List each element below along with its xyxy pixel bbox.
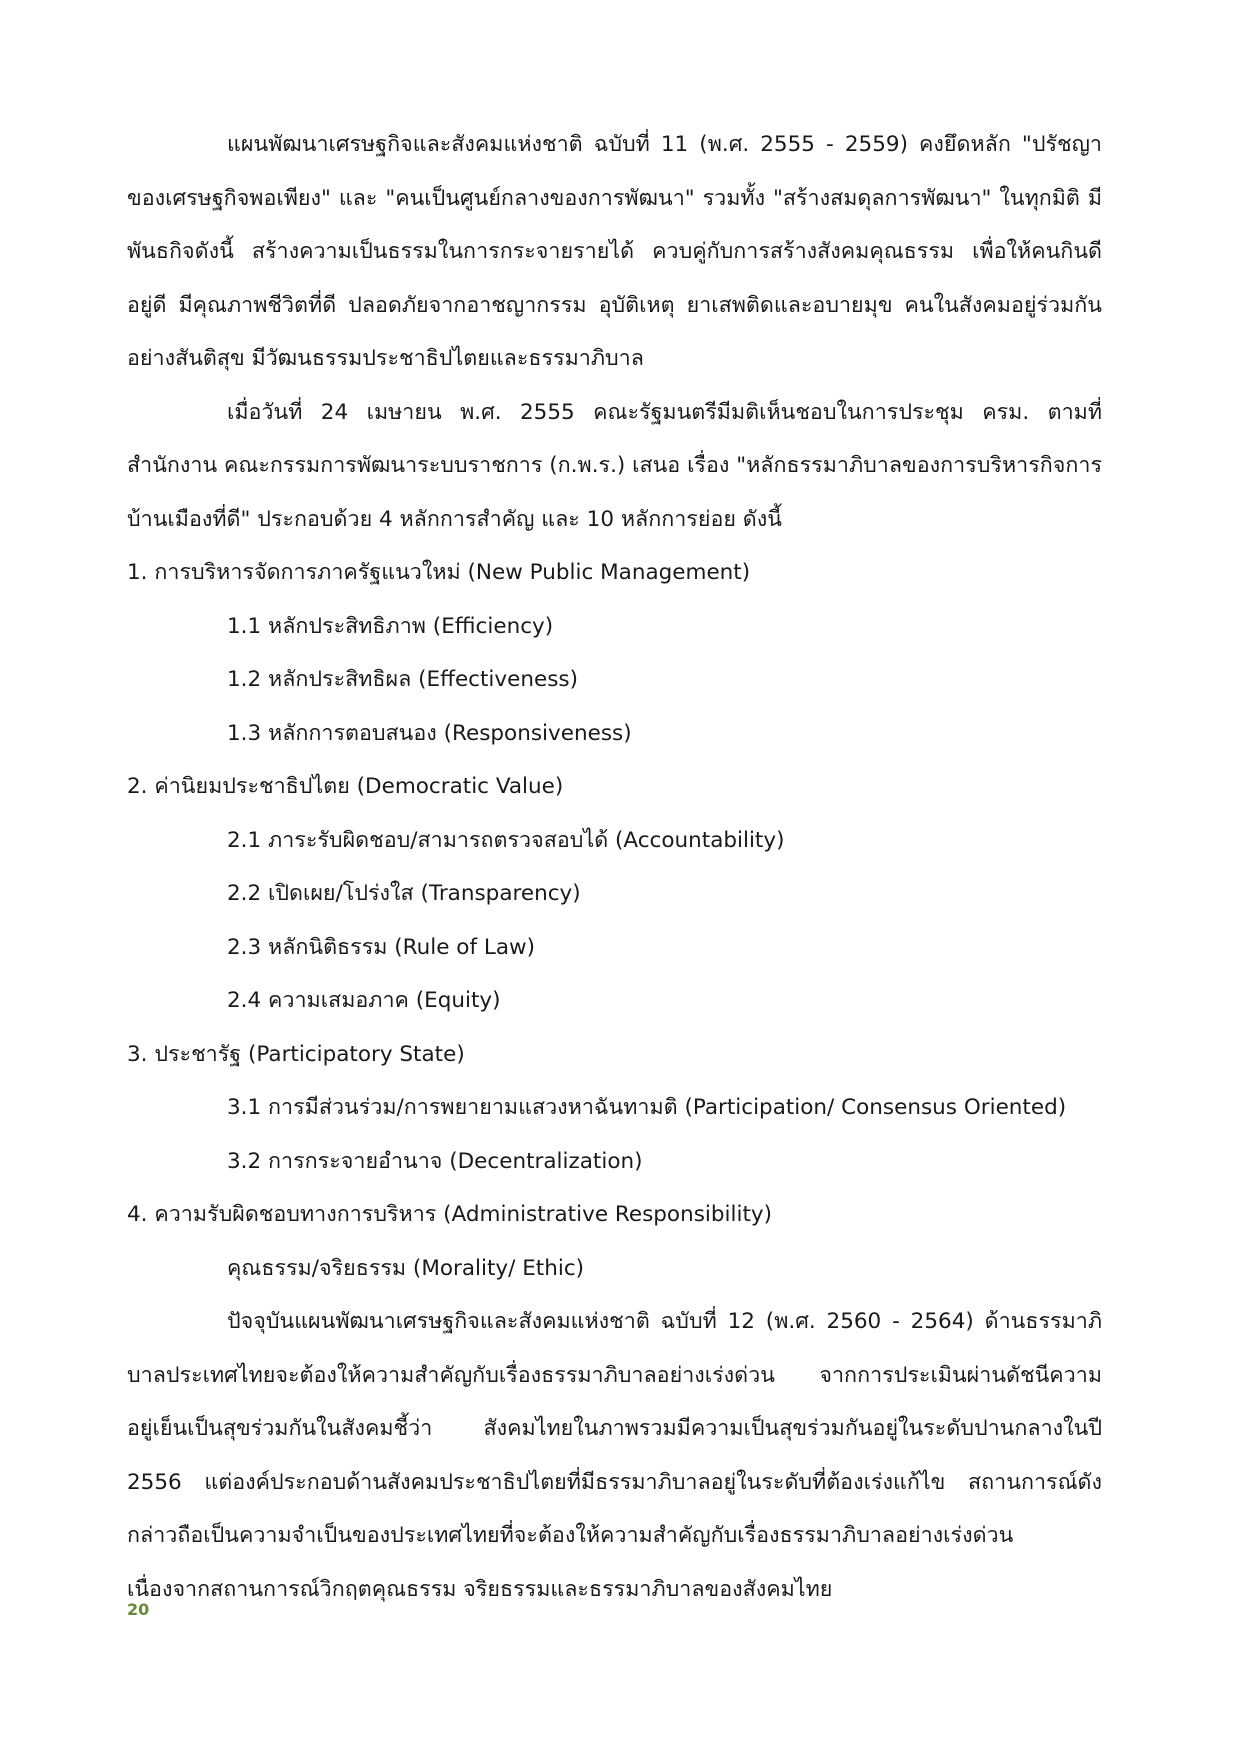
principle-heading: 4. ความรับผิดชอบทางการบริหาร (Administrative Responsibility) [127,1202,772,1227]
page-content [127,118,1102,1616]
intro-paragraph-1: แผนพัฒนาเศรษฐกิจและสังคมแห่งชาติ ฉบับที่ 11 (พ.ศ. 2555 - 2559) คงยึดหลัก "ปรัชญาของเศรษฐกิจพอเพียง" และ "คนเป็นศูนย์กลางของการพัฒนา" รวมทั้ง "สร้างสมดุลการพัฒนา" ในทุกมิติ มีพันธกิจดังนี้ สร้างความเป็นธรรมในการกระจายรายได้ ควบคู่กับการสร้างสังคมคุณธรรม เพื่อให้คนกินดีอยู่ดี มีคุณภาพชีวิตที่ดี ปลอดภัยจากอาชญากรรม อุบัติเหตุ ยาเสพติดและอบายมุข คนในสังคมอยู่ร่วมกันอย่างสันติสุข มีวัฒนธรรมประชาธิปไตยและธรรมาภิบาล [127,132,1102,371]
sub-principle: 2.4 ความเสมอภาค (Equity) [227,988,501,1013]
principle-group-4 [127,1188,1102,1295]
sub-principle: 2.1 ภาระรับผิดชอบ/สามารถตรวจสอบได้ (Accountability) [227,827,785,853]
sub-principle: 2.3 หลักนิติธรรม (Rule of Law) [227,934,535,960]
closing-paragraph: ปัจจุบันแผนพัฒนาเศรษฐกิจและสังคมแห่งชาติ ฉบับที่ 12 (พ.ศ. 2560 - 2564) ด้านธรรมาภิบาลประเทศไทยจะต้องให้ความสำคัญกับเรื่องธรรมาภิบาลอย่างเร่งด่วน จากการประเมินผ่านดัชนีความอยู่เย็นเป็นสุขร่วมกันในสังคมชี้ว่า สังคมไทยในภาพรวมมีความเป็นสุขร่วมกันอยู่ในระดับปานกลางในปี 2556 แต่องค์ประกอบด้านสังคมประชาธิปไตยที่มีธรรมาภิบาลอยู่ในระดับที่ต้องเร่งแก้ไข สถานการณ์ดังกล่าวถือเป็นความจำเป็นของประเทศไทยที่จะต้องให้ความสำคัญกับเรื่องธรรมาภิบาลอย่างเร่งด่วน เนื่องจากสถานการณ์วิกฤตคุณธรรม จริยธรรมและธรรมาภิบาลของสังคมไทย [127,1309,1102,1602]
principles-list [127,546,1102,1295]
intro-paragraph-2: เมื่อวันที่ 24 เมษายน พ.ศ. 2555 คณะรัฐมนตรีมีมติเห็นชอบในการประชุม ครม. ตามที่สำนักงาน คณะกรรมการพัฒนาระบบราชการ (ก.พ.ร.) เสนอ เรื่อง "หลักธรรมาภิบาลของการบริหารกิจการบ้านเมืองที่ดี" ประกอบด้วย 4 หลักการสำคัญ และ 10 หลักการย่อย ดังนี้ [127,399,1102,532]
principle-heading: 2. ค่านิยมประชาธิปไตย (Democratic Value) [127,774,564,799]
sub-principle: 1.2 หลักประสิทธิผล (Effectiveness) [227,667,578,692]
principle-group-2 [127,760,1102,1028]
sub-principle: 1.3 หลักการตอบสนอง (Responsiveness) [227,720,632,746]
sub-principle: 1.1 หลักประสิทธิภาพ (Efficiency) [227,613,554,639]
page-number: 20 [127,1600,150,1619]
sub-principle: 3.2 การกระจายอำนาจ (Decentralization) [227,1148,643,1174]
sub-principle: 3.1 การมีส่วนร่วม/การพยายามแสวงหาฉันทามติ (Participation/ Consensus Oriented) [227,1095,1067,1120]
principle-group-3 [127,1028,1102,1189]
principle-group-1 [127,546,1102,760]
principle-heading: 1. การบริหารจัดการภาครัฐแนวใหม่ (New Public Management) [127,560,751,585]
principle-heading: 3. ประชารัฐ (Participatory State) [127,1041,465,1067]
sub-principle: 2.2 เปิดเผย/โปร่งใส (Transparency) [227,881,581,906]
sub-principle: คุณธรรม/จริยธรรม (Morality/ Ethic) [227,1255,585,1281]
